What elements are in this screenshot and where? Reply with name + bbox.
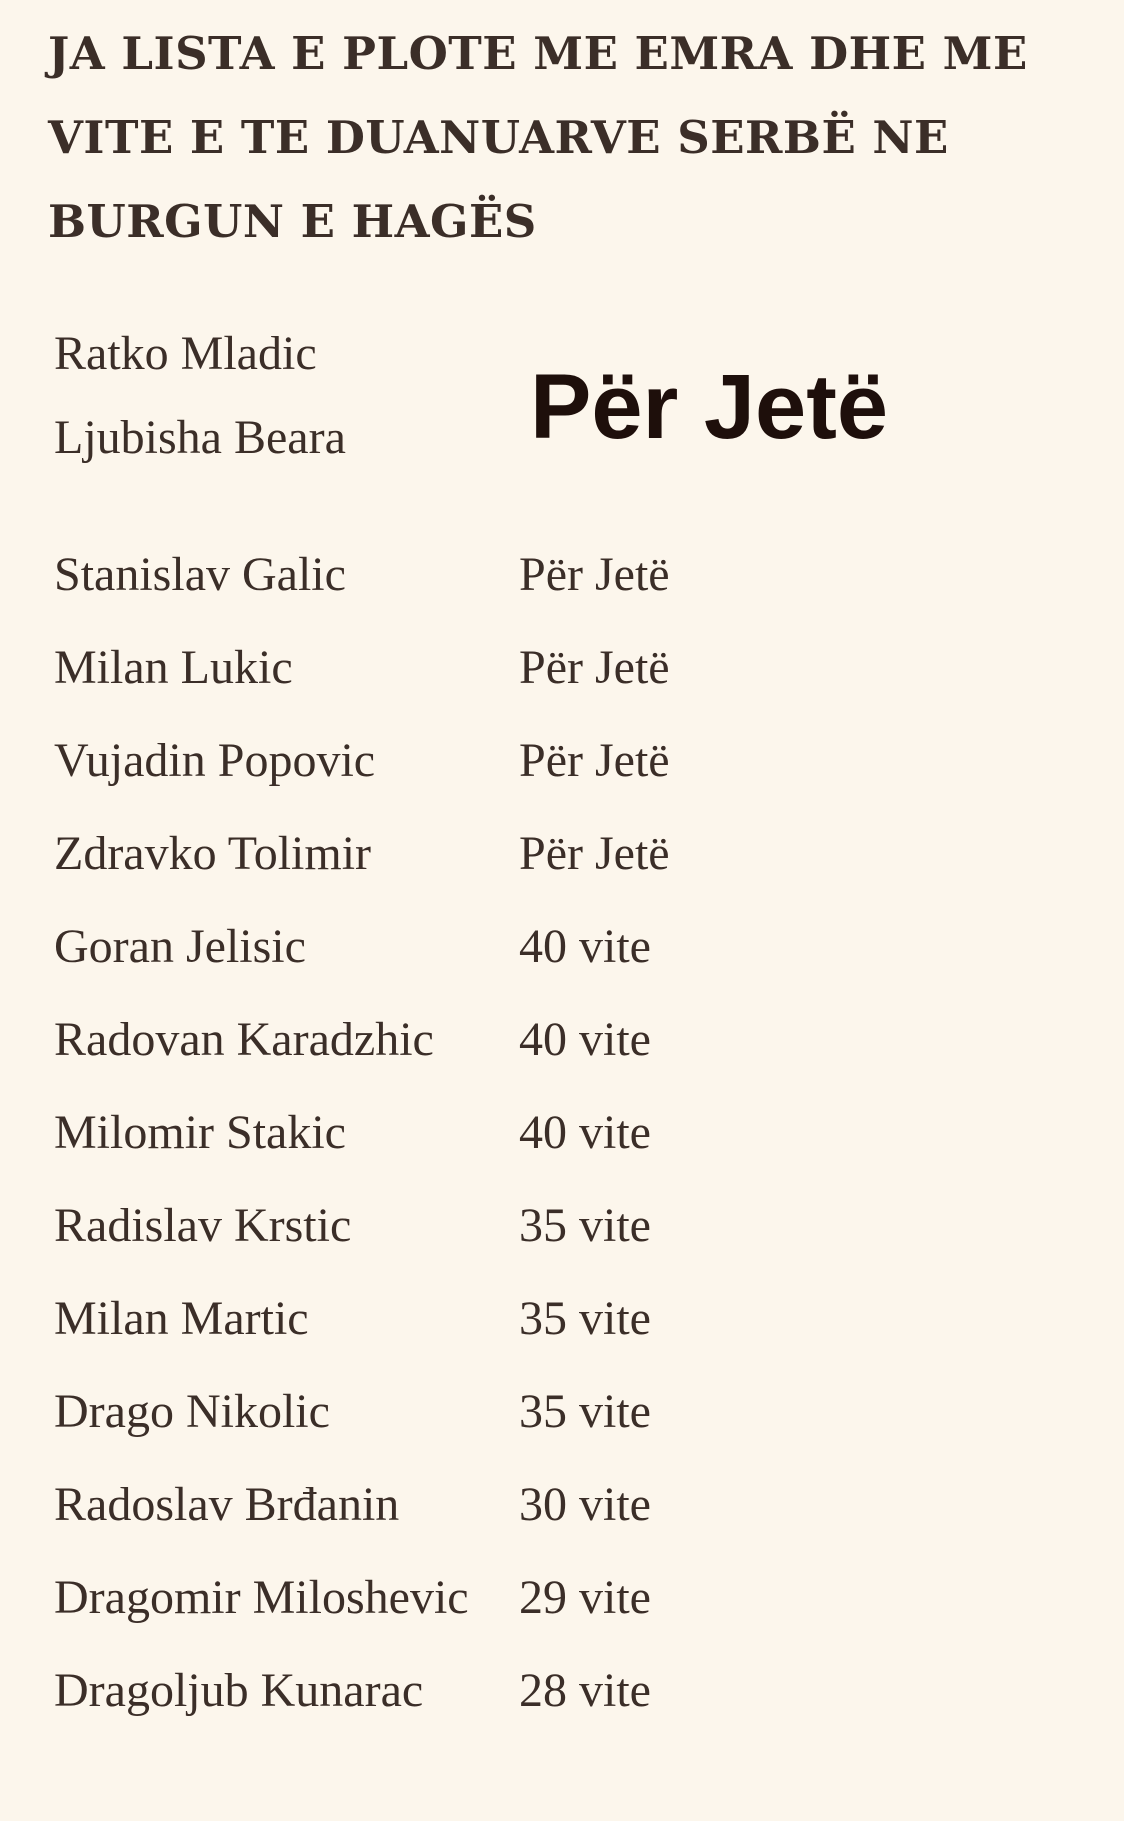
life-sentence-group [54, 312, 346, 480]
sentence-value: 40 vite [519, 1106, 651, 1159]
sentence-value: Për Jetë [519, 641, 670, 694]
sentence-value: 35 vite [519, 1385, 651, 1438]
page-title: JA LISTA E PLOTE ME EMRA DHE ME VITE E TE DUANUARVE SERBË NE BURGUN E HAGËS [48, 27, 1028, 248]
sentence-value: Për Jetë [519, 734, 670, 787]
prisoner-name: Radislav Krstic [54, 1199, 352, 1252]
sentence-value: 40 vite [519, 920, 651, 973]
group-sentence-label: Për Jetë [530, 356, 889, 458]
prisoner-name: Drago Nikolic [54, 1385, 330, 1438]
sentence-value: 28 vite [519, 1664, 651, 1717]
prisoner-name: Zdravko Tolimir [54, 827, 372, 880]
sentence-value: Për Jetë [519, 548, 670, 601]
prisoner-name: Milan Lukic [54, 641, 293, 694]
sentence-value: 35 vite [519, 1199, 651, 1252]
sentence-value: 35 vite [519, 1292, 651, 1345]
sentence-value: Për Jetë [519, 827, 670, 880]
prisoner-name: Stanislav Galic [54, 548, 346, 601]
sentence-value: 29 vite [519, 1571, 651, 1624]
prisoner-name: Dragomir Miloshevic [54, 1571, 469, 1624]
prisoner-name: Vujadin Popovic [54, 734, 376, 787]
sentence-value: 40 vite [519, 1013, 651, 1066]
prisoner-name: Goran Jelisic [54, 920, 306, 973]
prisoner-name: Dragoljub Kunarac [54, 1664, 424, 1717]
sentence-value: 30 vite [519, 1478, 651, 1531]
prisoner-name: Radovan Karadzhic [54, 1013, 434, 1066]
prisoner-name: Radoslav Brđanin [54, 1478, 400, 1531]
prisoner-name: Ratko Mladic [54, 327, 317, 380]
prisoner-name: Milan Martic [54, 1292, 309, 1345]
prisoner-name: Milomir Stakic [54, 1106, 346, 1159]
prisoner-name: Ljubisha Beara [54, 411, 346, 464]
